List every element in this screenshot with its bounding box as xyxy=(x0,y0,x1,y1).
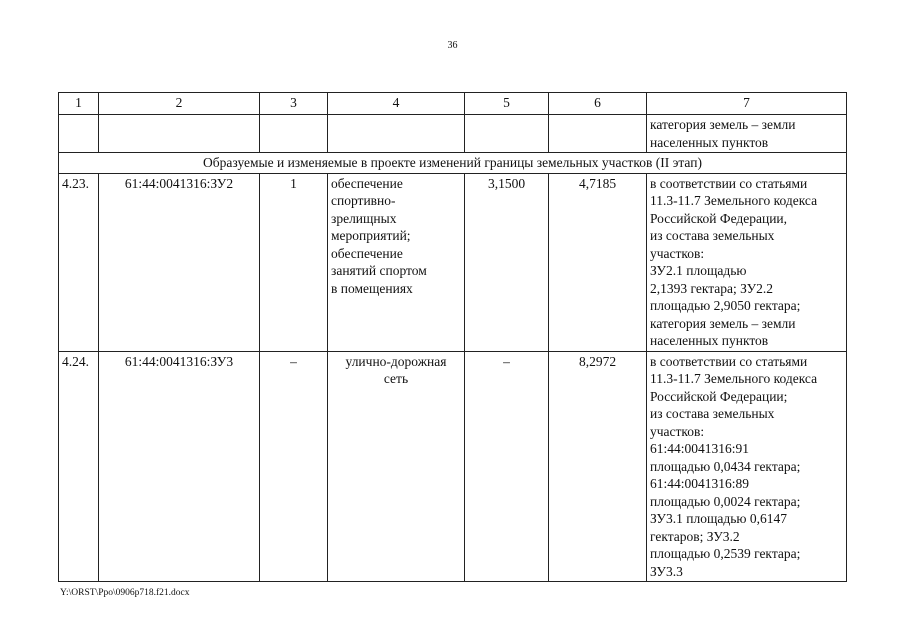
column-header: 6 xyxy=(549,93,647,115)
text-line: населенных пунктов xyxy=(650,333,769,348)
table-cell: – xyxy=(260,351,328,582)
text-line: 2,1393 гектара; ЗУ2.2 xyxy=(650,280,774,296)
table-row xyxy=(59,173,847,351)
cadastral-number: 61:44:0041316:ЗУ3 xyxy=(99,351,260,582)
text-line: населенных пунктов xyxy=(650,134,769,150)
text-line: улично-дорожная xyxy=(345,353,447,369)
row-number: 4.24. xyxy=(59,351,99,582)
table-cell: – xyxy=(465,351,549,582)
table-header-row xyxy=(59,93,847,115)
section-title: Образуемые и изменяемые в проекте изменений границы земельных участков (II этап) xyxy=(59,153,847,174)
text-line: 61:44:0041316:89 xyxy=(650,476,750,491)
file-path-footer: Y:\ORST\Ppo\0906p718.f21.docx xyxy=(60,588,190,598)
text-line: ЗУ3.1 площадью 0,6147 xyxy=(650,511,787,526)
text-line: участков: xyxy=(650,423,705,439)
table-cell xyxy=(99,115,260,153)
column-header: 4 xyxy=(328,93,465,115)
text-line: 61:44:0041316:91 xyxy=(650,441,750,456)
column-header: 7 xyxy=(647,93,847,115)
page-number: 36 xyxy=(447,40,458,51)
cadastral-number: 61:44:0041316:ЗУ2 xyxy=(99,173,260,351)
section-row xyxy=(59,153,847,174)
text-line: ЗУ2.1 площадью xyxy=(650,263,747,278)
table-cell xyxy=(549,115,647,153)
text-line: ЗУ3.3 xyxy=(650,563,683,579)
table-cell: 3,1500 xyxy=(465,173,549,351)
column-header: 1 xyxy=(59,93,99,115)
text-line: зрелищных xyxy=(331,210,397,226)
permitted-use-cell xyxy=(328,173,465,351)
text-line: сеть xyxy=(383,371,409,386)
text-line: площадью 0,0434 гектара; xyxy=(650,458,801,474)
notes-cell xyxy=(647,351,847,582)
text-line: мероприятий; xyxy=(331,228,411,243)
table-cell xyxy=(260,115,328,153)
text-line: Российской Федерации; xyxy=(650,388,788,404)
permitted-use-cell xyxy=(328,351,465,582)
text-line: из состава земельных xyxy=(650,228,775,243)
text-line: из состава земельных xyxy=(650,406,775,421)
table-cell: 1 xyxy=(260,173,328,351)
row-number: 4.23. xyxy=(59,173,99,351)
table-row-continued xyxy=(59,115,847,153)
column-header: 3 xyxy=(260,93,328,115)
text-line: категория земель – земли xyxy=(650,117,796,132)
table-cell: 4,7185 xyxy=(549,173,647,351)
table-cell xyxy=(59,115,99,153)
text-line: категория земель – земли xyxy=(650,315,796,331)
text-line: площадью 2,9050 гектара; xyxy=(650,298,801,313)
text-line: занятий спортом xyxy=(331,263,427,278)
text-line: площадью 0,2539 гектара; xyxy=(650,546,801,561)
text-line: в соответствии со статьями xyxy=(650,175,808,191)
text-line: Российской Федерации, xyxy=(650,210,788,226)
column-header: 5 xyxy=(465,93,549,115)
table-cell: 8,2972 xyxy=(549,351,647,582)
table-cell xyxy=(465,115,549,153)
notes-cell xyxy=(647,173,847,351)
text-line: в соответствии со статьями xyxy=(650,353,808,369)
text-line: 11.3-11.7 Земельного кодекса xyxy=(650,371,818,386)
column-header: 2 xyxy=(99,93,260,115)
notes-cell xyxy=(647,115,847,153)
land-plots-table xyxy=(58,92,847,582)
table-cell xyxy=(328,115,465,153)
text-line: гектаров; ЗУ3.2 xyxy=(650,528,740,544)
text-line: спортивно- xyxy=(331,193,396,208)
text-line: площадью 0,0024 гектара; xyxy=(650,493,801,509)
text-line: в помещениях xyxy=(331,280,413,296)
text-line: участков: xyxy=(650,245,705,261)
text-line: обеспечение xyxy=(331,175,403,191)
table-row xyxy=(59,351,847,582)
text-line: 11.3-11.7 Земельного кодекса xyxy=(650,193,818,208)
text-line: обеспечение xyxy=(331,245,403,261)
